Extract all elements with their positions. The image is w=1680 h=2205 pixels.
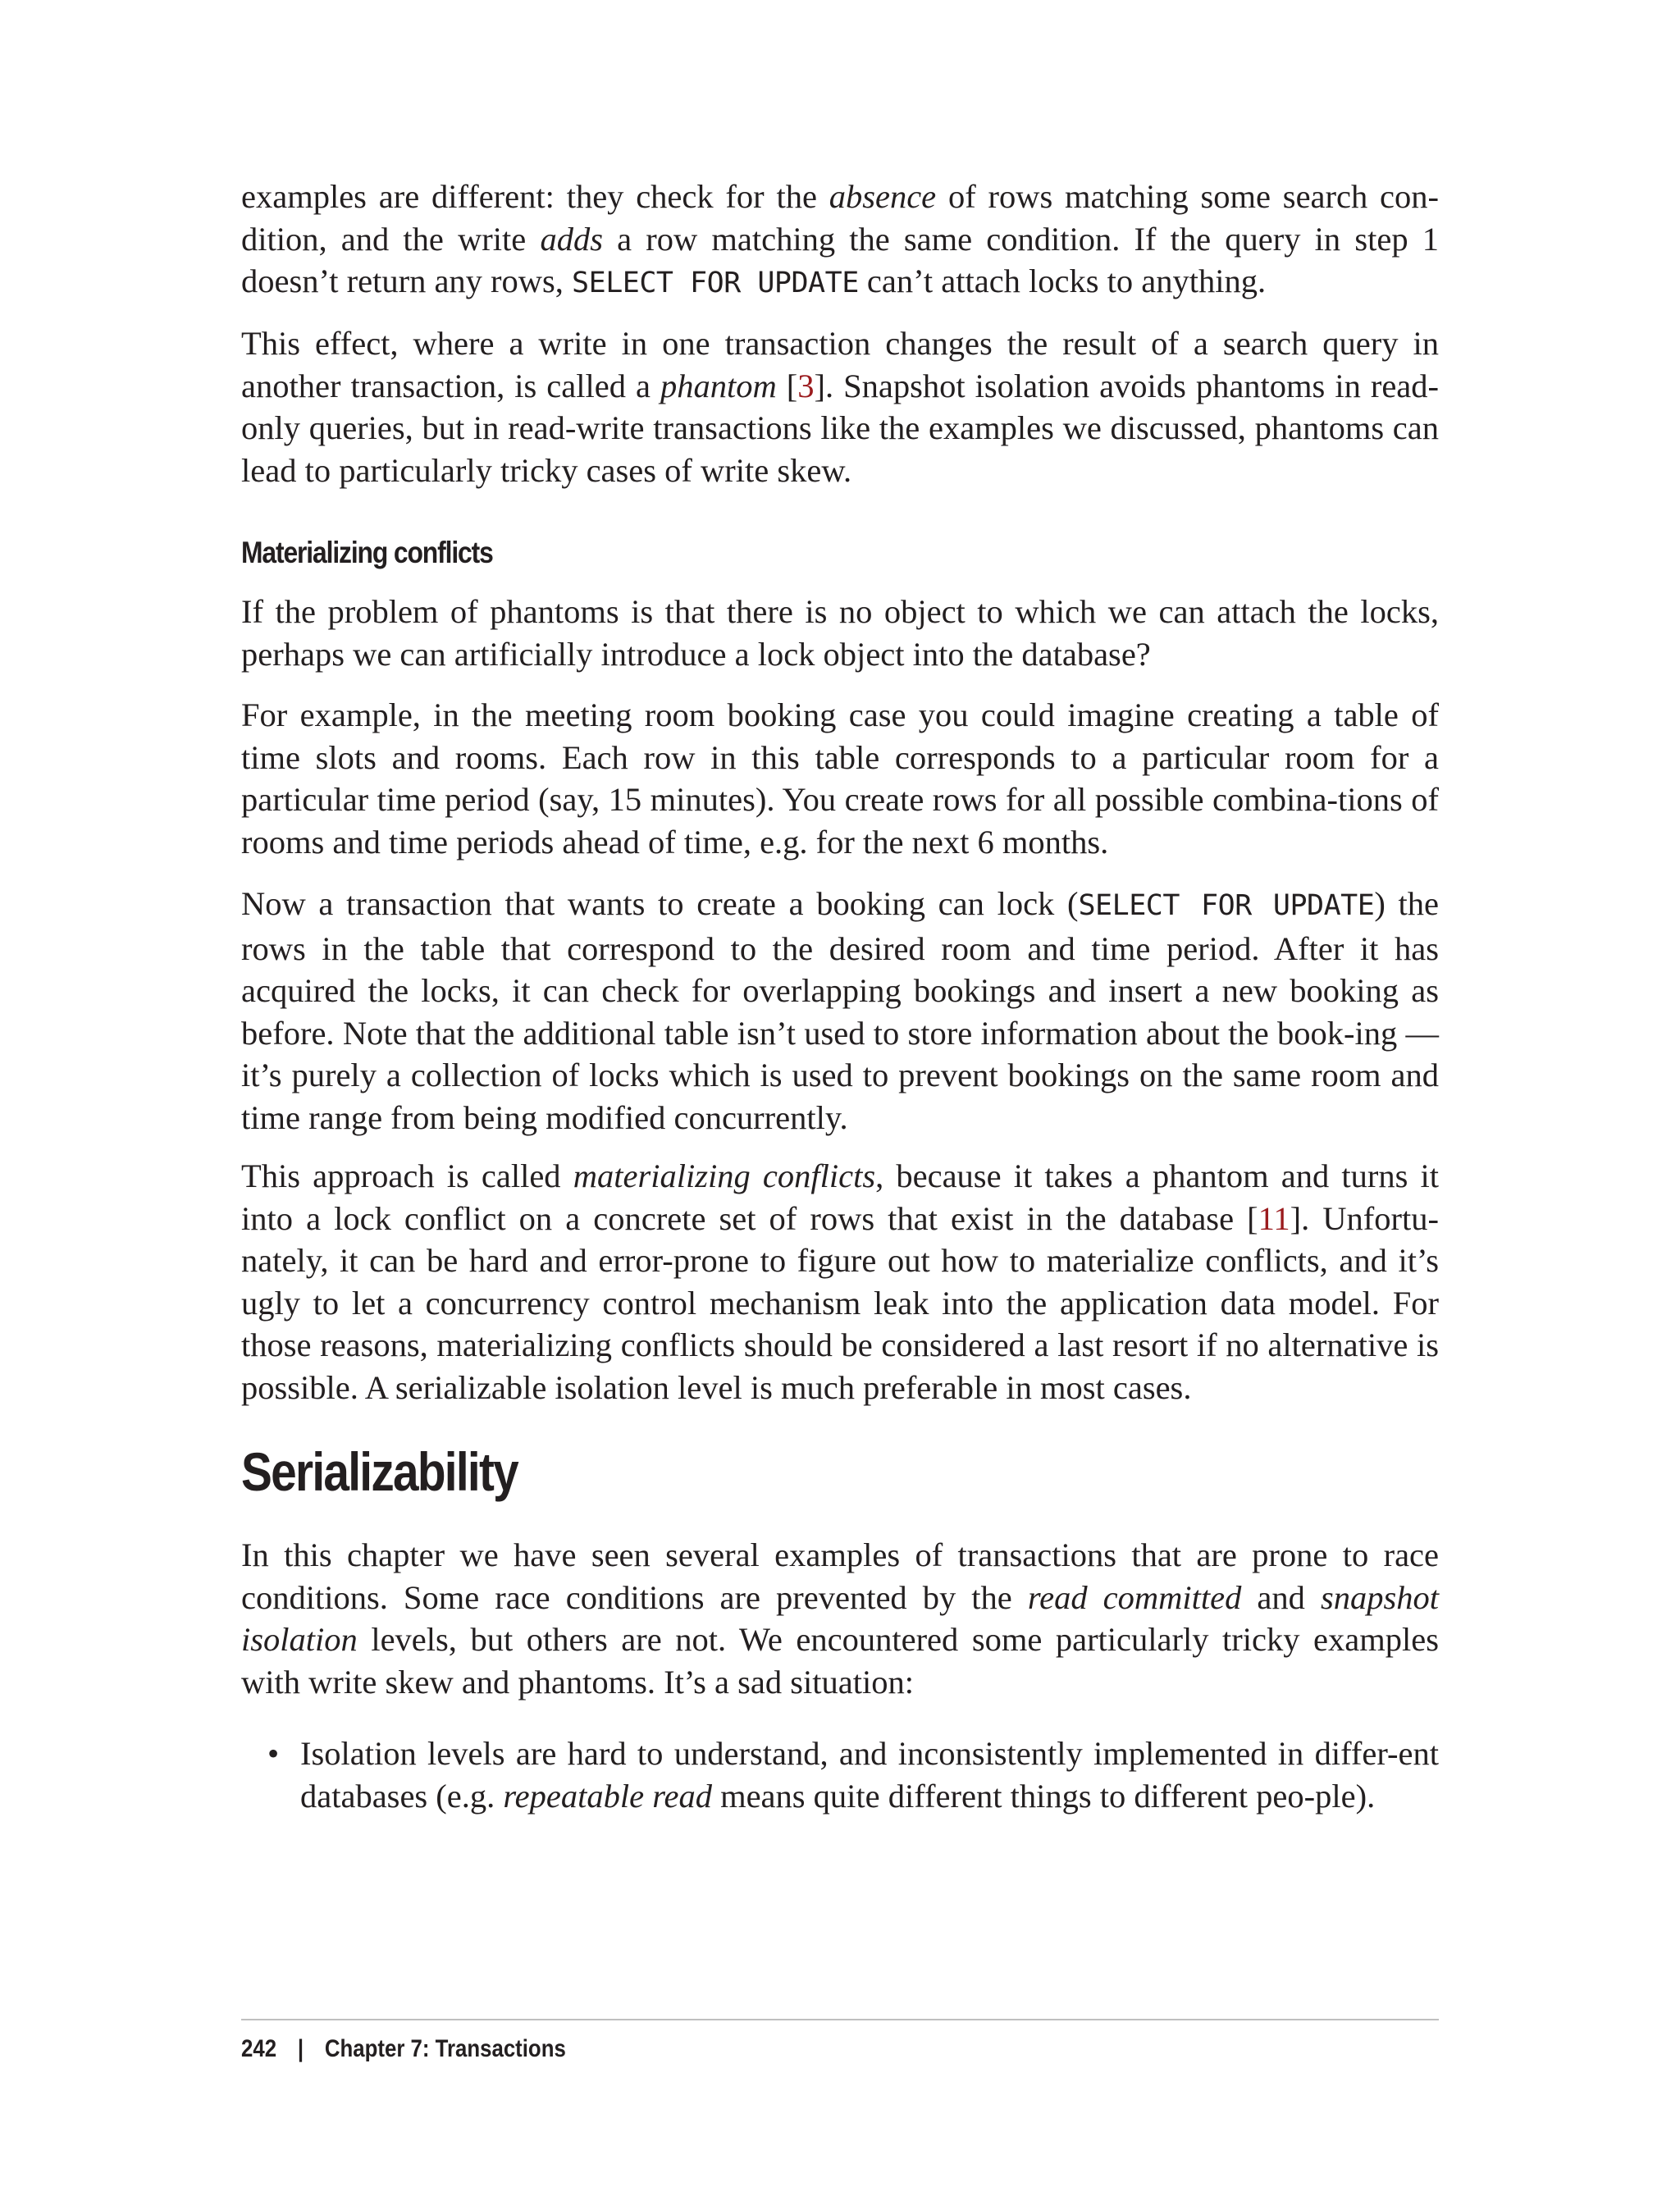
emphasis-phantom: phantom <box>660 367 777 404</box>
paragraph-phantom-intro <box>241 176 1439 305</box>
subheading-materializing-conflicts: Materializing conflicts <box>241 536 493 569</box>
emphasis-snapshot-isolation: snapshot isolation <box>241 1578 1439 1658</box>
section-heading-serializability: Serializability <box>241 1441 518 1502</box>
reference-link-11[interactable]: 11 <box>1258 1199 1290 1237</box>
code-select-for-update: SELECT FOR UPDATE <box>1078 889 1375 922</box>
page-footer <box>241 2029 566 2069</box>
chapter-title: Chapter 7: Transactions <box>324 2035 566 2062</box>
text: Isolation levels are hard to understand, and inconsistently implemented in differ-ent databases (e.g. <box>300 1735 1439 1815</box>
text: a row matching the same condition. If the query in step 1 doesn’t return any rows, <box>241 220 1439 299</box>
paragraph-booking-lock <box>241 883 1439 1139</box>
bullet-list <box>241 1732 1439 1817</box>
text: ) the rows in the table that correspond to the desired room and time period. After it has acquired the locks, it can check for overlapping bookings and insert a new booking as before. Note that the additional table isn’t used to store information about the book-ing — it’s purely a collection of locks which is used to prevent bookings on the same room and time range from being modified concurrently. <box>241 885 1439 1136</box>
bullet-marker: • <box>267 1735 280 1772</box>
paragraph-4: For example, in the meeting room booking case you could imagine creating a table of time slots and rooms. Each row in this table corresponds to a particular room for a particular time period (say, 15 minutes). You create rows for all possible combina-tions of rooms and time periods ahead of time, e.g. for the next 6 months. <box>241 696 1439 861</box>
emphasis-materializing-conflicts: materializing conflicts <box>573 1157 876 1194</box>
paragraph-3: If the problem of phantoms is that there is no object to which we can attach the locks, perhaps we can artificially introduce a lock object into the database? <box>241 593 1439 673</box>
list-item <box>241 1732 1439 1817</box>
text: ]. Snapshot isolation avoids phantoms in read-only queries, but in read-write transactions like the examples we discussed, phantoms can lead to particularly tricky cases of write skew. <box>241 367 1440 489</box>
emphasis-read-committed: read committed <box>1027 1578 1242 1616</box>
paragraph-lock-object <box>241 591 1439 675</box>
text: In this chapter we have seen several examples of transactions that are prone to race conditions. Some race conditions are prevented by the <box>241 1536 1439 1616</box>
paragraph-5 <box>241 883 1439 1139</box>
text: , because it takes a phantom and turns it into a lock conflict on a concrete set of rows that exist in the database [ <box>241 1157 1439 1237</box>
footer-rule <box>241 2019 1439 2020</box>
paragraph-materializing-approach <box>241 1155 1439 1408</box>
code-select-for-update: SELECT FOR UPDATE <box>572 267 859 299</box>
emphasis-repeatable-read: repeatable read <box>503 1777 712 1815</box>
footer-separator: | <box>297 2035 304 2062</box>
text: levels, but others are not. We encountered some particularly tricky examples with write skew and phantoms. It’s a sad situation: <box>241 1621 1439 1701</box>
text: examples are different: they check for the <box>241 178 829 215</box>
text: This effect, where a write in one transaction changes the result of a search query in another transaction, is called a <box>241 325 1439 404</box>
text: Now a transaction that wants to create a booking can lock ( <box>241 885 1079 922</box>
paragraph-1 <box>241 176 1439 305</box>
text: [ <box>776 367 798 404</box>
emphasis-adds: adds <box>540 220 603 258</box>
paragraph-phantom-definition <box>241 322 1439 491</box>
paragraph-6 <box>241 1155 1439 1408</box>
paragraph-7 <box>241 1534 1439 1703</box>
text: This approach is called <box>241 1157 573 1194</box>
text: can’t attach locks to anything. <box>858 262 1267 299</box>
text: means quite different things to different peo-ple). <box>711 1777 1376 1815</box>
page-number: 242 <box>241 2035 277 2062</box>
text: ]. Unfortu-nately, it can be hard and error-prone to figure out how to materialize conflicts, and it’s ugly to let a concurrency control mechanism leak into the application data model. For those reasons, materializing conflicts should be considered a last resort if no alternative is possible. A serializable isolation level is much preferable in most cases. <box>241 1199 1439 1406</box>
emphasis-absence: absence <box>829 178 937 215</box>
paragraph-2 <box>241 322 1439 491</box>
paragraph-meeting-room <box>241 694 1439 863</box>
text: of rows matching some search con-dition, and the write <box>241 178 1439 258</box>
reference-link-3[interactable]: 3 <box>797 367 815 404</box>
text: and <box>1241 1578 1321 1616</box>
paragraph-serializability-intro <box>241 1534 1439 1703</box>
